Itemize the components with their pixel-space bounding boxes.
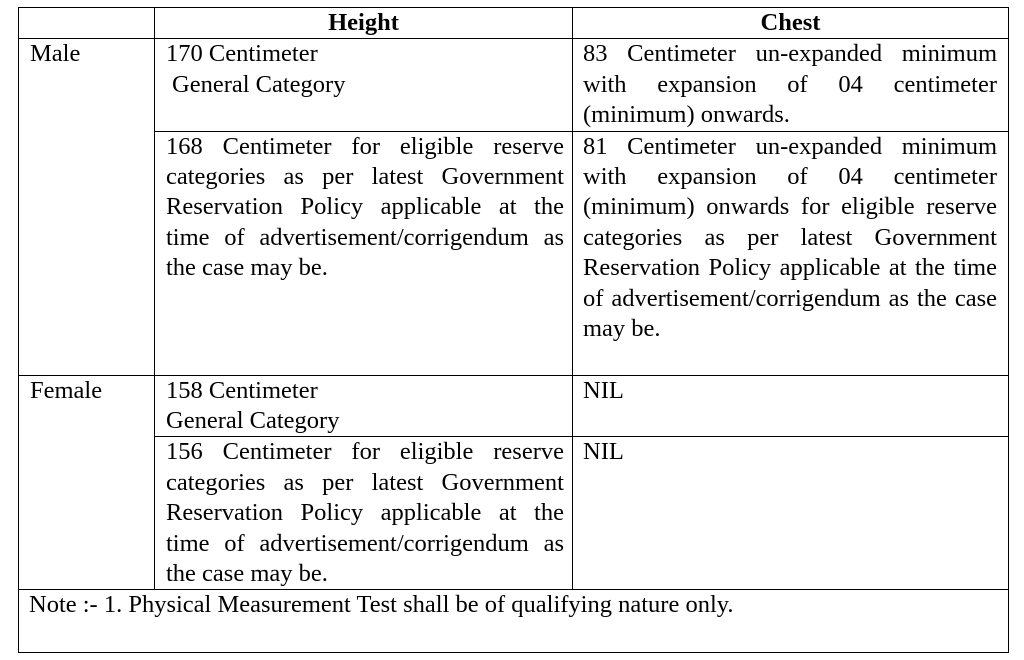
height-female-reserve: 156 Centimeter for eligible reserve categories as per latest Government Reservation Policy applicable at the time of advertisement/corrigendum as the case may be.	[155, 437, 573, 590]
height-category: General Category	[166, 407, 340, 435]
height-value: 170 Centimeter	[166, 40, 318, 68]
header-blank-cell	[19, 8, 155, 39]
height-female-general	[155, 375, 573, 437]
table-row	[19, 437, 1009, 590]
chest-male-reserve: 81 Centimeter un-expanded minimum with expansion of 04 centimeter (minimum) onwards for eligible reserve categories as per latest Government Reservation Policy applicable at the time of advertisement/corrigendum as the case may be.	[573, 131, 1009, 375]
physical-measurement-table	[18, 7, 1009, 653]
table-row	[19, 39, 1009, 131]
note-text: Note :- 1. Physical Measurement Test shall be of qualifying nature only.	[19, 590, 1009, 653]
header-row	[19, 8, 1009, 39]
height-male-general	[155, 39, 573, 131]
header-chest: Chest	[573, 8, 1009, 39]
header-height: Height	[155, 8, 573, 39]
height-category: General Category	[172, 70, 346, 98]
chest-female-reserve: NIL	[573, 437, 1009, 590]
chest-female-general: NIL	[573, 375, 1009, 437]
table-row	[19, 375, 1009, 437]
note-row	[19, 590, 1009, 653]
gender-female: Female	[19, 375, 155, 590]
gender-male: Male	[19, 39, 155, 375]
height-value: 158 Centimeter	[166, 376, 318, 404]
chest-male-general: 83 Centimeter un-expanded minimum with expansion of 04 centimeter (minimum) onwards.	[573, 39, 1009, 131]
table-row	[19, 131, 1009, 375]
height-male-reserve: 168 Centimeter for eligible reserve categories as per latest Government Reservation Policy applicable at the time of advertisement/corrigendum as the case may be.	[155, 131, 573, 375]
